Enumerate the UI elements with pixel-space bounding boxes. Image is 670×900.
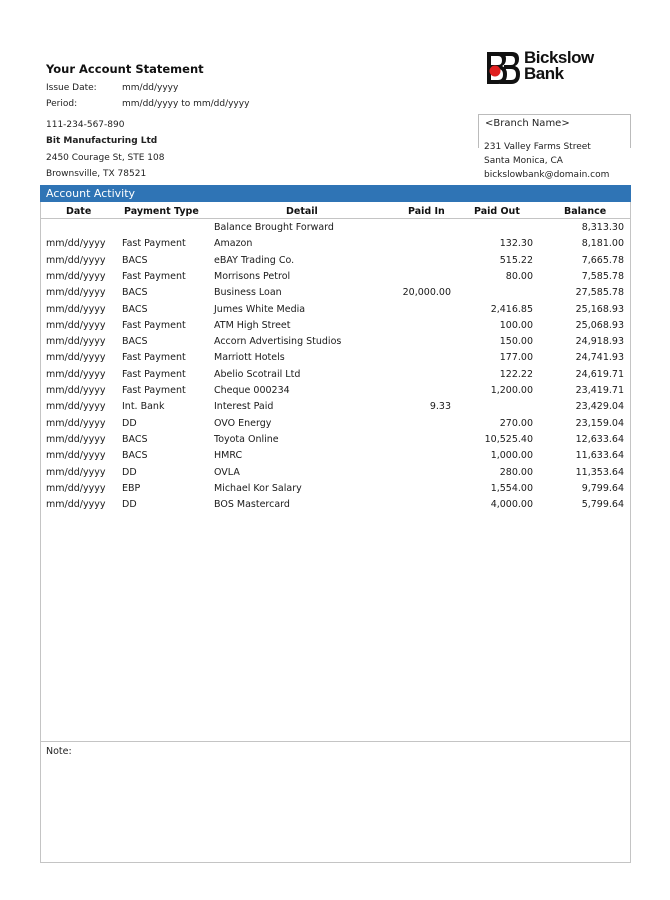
company-address-line2: Brownsville, TX 78521 [46,169,147,179]
column-detail: Detail [286,206,318,217]
table-row [41,221,630,237]
cell-detail: HMRC [214,450,243,462]
table-row [41,433,630,449]
cell-detail: Balance Brought Forward [214,222,334,233]
table-row [41,466,630,482]
cell-type: DD [122,499,137,511]
cell-date: mm/dd/yyyy [46,287,106,299]
table-row [41,237,630,253]
cell-balance: 23,429.04 [575,401,624,413]
issue-date-label: Issue Date: [46,83,97,93]
cell-paid-out: 2,416.85 [490,303,533,315]
table-row [41,254,630,270]
activity-table-header [41,203,630,219]
cell-date: mm/dd/yyyy [46,482,106,494]
note-label: Note: [46,746,72,757]
cell-date: mm/dd/yyyy [46,254,106,266]
cell-balance: 24,619.71 [575,368,624,380]
cell-detail: ATM High Street [214,319,291,331]
cell-paid-out: 4,000.00 [490,499,533,511]
table-row [41,449,630,465]
cell-date: mm/dd/yyyy [46,401,106,413]
bank-city: Santa Monica, CA [484,156,563,166]
table-row [41,498,630,514]
cell-date: mm/dd/yyyy [46,303,106,315]
cell-type: BACS [122,450,148,462]
cell-balance: 24,918.93 [575,336,624,348]
cell-balance: 8,181.00 [581,238,624,250]
cell-paid-out: 100.00 [499,319,533,331]
table-row [41,400,630,416]
column-balance: Balance [564,206,607,217]
cell-balance: 8,313.30 [581,222,624,233]
bank-name-line2: Bank [524,64,564,83]
cell-balance: 11,633.64 [575,450,624,462]
cell-paid-out: 1,000.00 [490,450,533,462]
cell-type: Fast Payment [122,368,186,380]
cell-detail: BOS Mastercard [214,499,290,511]
cell-paid-out: 10,525.40 [484,433,533,445]
table-row [41,368,630,384]
cell-type: Fast Payment [122,352,186,364]
company-name: Bit Manufacturing Ltd [46,136,158,146]
bank-email: bickslowbank@domain.com [484,170,610,180]
cell-detail: Jumes White Media [214,303,306,315]
table-row [41,303,630,319]
cell-detail: OVLA [214,466,240,478]
table-row [41,351,630,367]
cell-balance: 12,633.64 [575,433,624,445]
table-row [41,482,630,498]
cell-type: BACS [122,254,148,266]
bank-name-line1: Bickslow [524,48,594,67]
branch-name: <Branch Name> [485,118,570,129]
cell-date: mm/dd/yyyy [46,336,106,348]
account-activity-header: Account Activity [40,185,631,202]
cell-balance: 9,799.64 [581,482,624,494]
column-paid-in: Paid In [408,206,445,217]
cell-date: mm/dd/yyyy [46,385,106,396]
cell-type: BACS [122,303,148,315]
cell-balance: 23,419.71 [575,385,624,396]
cell-balance: 24,741.93 [575,352,624,364]
cell-date: mm/dd/yyyy [46,368,106,380]
cell-date: mm/dd/yyyy [46,499,106,511]
period-value: mm/dd/yyyy to mm/dd/yyyy [122,99,250,109]
issue-date-value: mm/dd/yyyy [122,83,179,93]
cell-type: DD [122,417,137,429]
table-row [41,417,630,433]
account-number: 111-234-567-890 [46,120,125,130]
cell-date: mm/dd/yyyy [46,417,106,429]
cell-balance: 25,068.93 [575,319,624,331]
table-row [41,270,630,286]
cell-balance: 23,159.04 [575,417,624,429]
bank-street: 231 Valley Farms Street [484,142,591,152]
bank-logo [486,48,616,87]
cell-date: mm/dd/yyyy [46,238,106,250]
cell-detail: Interest Paid [214,401,274,413]
cell-type: Fast Payment [122,385,186,396]
cell-type: BACS [122,336,148,348]
table-row [41,286,630,302]
cell-date: mm/dd/yyyy [46,433,106,445]
cell-paid-out: 150.00 [499,336,533,348]
cell-balance: 27,585.78 [575,287,624,299]
cell-balance: 7,665.78 [581,254,624,266]
cell-balance: 7,585.78 [581,270,624,282]
cell-type: BACS [122,433,148,445]
cell-type: Fast Payment [122,238,186,250]
cell-paid-out: 177.00 [499,352,533,364]
cell-paid-in: 9.33 [429,401,451,413]
cell-date: mm/dd/yyyy [46,450,106,462]
cell-type: EBP [122,482,141,494]
bank-logo-icon [486,51,522,85]
table-row [41,384,630,400]
cell-paid-out: 1,554.00 [490,482,533,494]
cell-date: mm/dd/yyyy [46,270,106,282]
cell-date: mm/dd/yyyy [46,319,106,331]
company-address-line1: 2450 Courage St, STE 108 [46,153,165,163]
cell-balance: 5,799.64 [581,499,624,511]
cell-detail: eBAY Trading Co. [214,254,295,266]
cell-date: mm/dd/yyyy [46,466,106,478]
cell-detail: Marriott Hotels [214,352,285,364]
cell-paid-out: 280.00 [499,466,533,478]
cell-paid-out: 122.22 [499,368,533,380]
cell-detail: Toyota Online [214,433,279,445]
cell-balance: 11,353.64 [575,466,624,478]
cell-paid-out: 132.30 [499,238,533,250]
cell-paid-out: 80.00 [505,270,533,282]
cell-date: mm/dd/yyyy [46,352,106,364]
cell-type: Int. Bank [122,401,165,413]
cell-detail: Accorn Advertising Studios [214,336,342,348]
bank-name [524,50,594,82]
cell-type: Fast Payment [122,270,186,282]
cell-paid-out: 515.22 [499,254,533,266]
cell-detail: Amazon [214,238,253,250]
cell-paid-in: 20,000.00 [402,287,451,299]
note-divider [40,741,631,742]
period-label: Period: [46,99,78,109]
table-row [41,319,630,335]
cell-paid-out: 270.00 [499,417,533,429]
column-payment-type: Payment Type [124,206,199,217]
cell-detail: Abelio Scotrail Ltd [214,368,301,380]
cell-balance: 25,168.93 [575,303,624,315]
table-row [41,335,630,351]
cell-detail: OVO Energy [214,417,272,429]
cell-detail: Morrisons Petrol [214,270,291,282]
cell-detail: Michael Kor Salary [214,482,302,494]
cell-type: Fast Payment [122,319,186,331]
statement-title: Your Account Statement [46,62,204,76]
column-paid-out: Paid Out [474,206,520,217]
cell-paid-out: 1,200.00 [490,385,533,396]
column-date: Date [66,206,92,217]
cell-type: BACS [122,287,148,299]
cell-detail: Cheque 000234 [214,385,290,396]
cell-type: DD [122,466,137,478]
cell-detail: Business Loan [214,287,282,299]
